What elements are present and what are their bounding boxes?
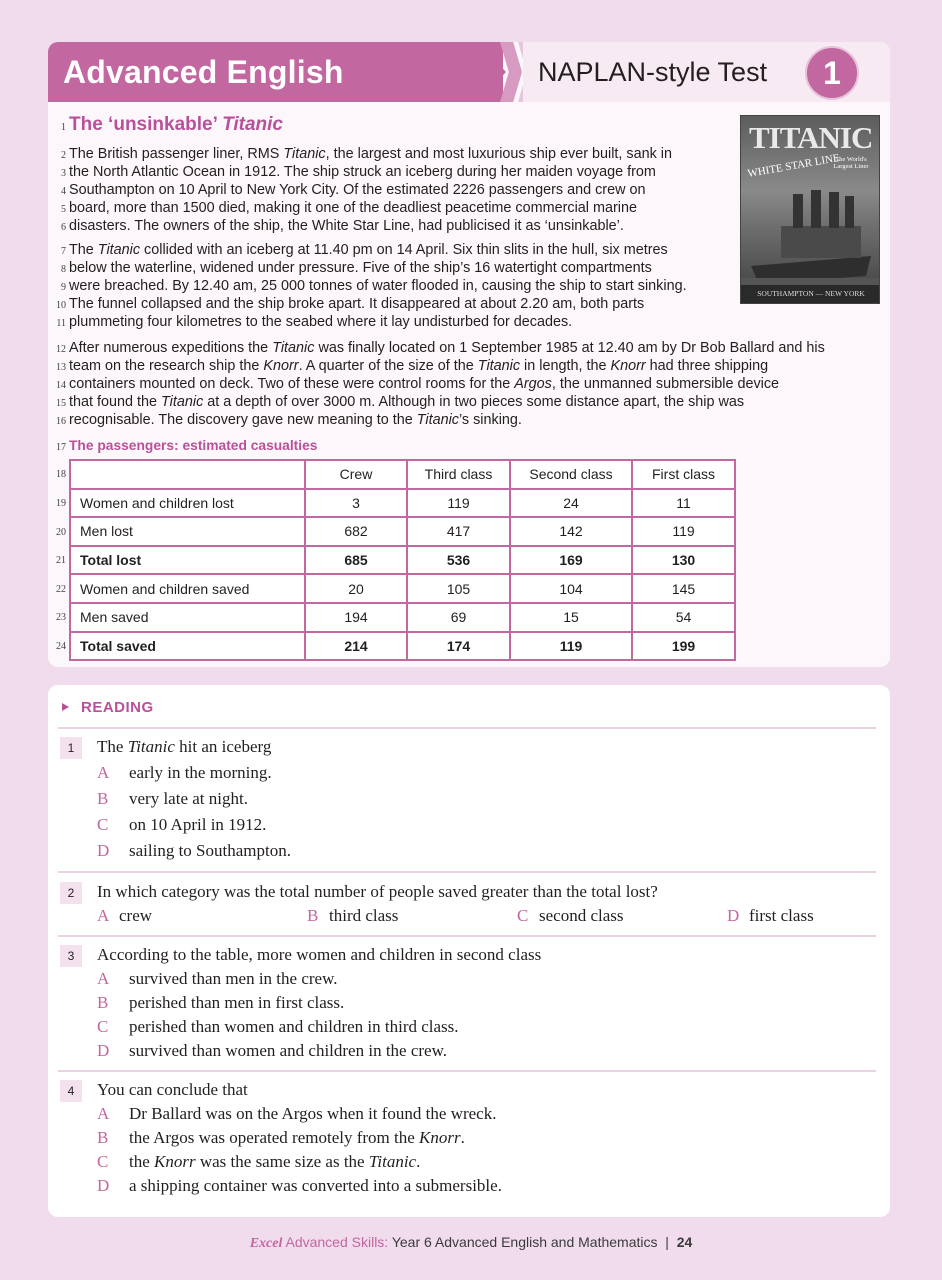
text-segment: had three shipping <box>645 358 769 374</box>
option-text <box>539 904 624 928</box>
line-number: 19 <box>56 498 66 509</box>
row-label: Women and children lost <box>70 489 305 518</box>
line-number: 8 <box>61 264 66 275</box>
ship-illustration <box>741 116 880 304</box>
table-cell: 417 <box>407 517 510 546</box>
line-number: 11 <box>56 318 66 329</box>
text-segment: that found the <box>69 394 162 410</box>
table-cell: 3 <box>305 489 407 518</box>
page-footer <box>0 1234 942 1252</box>
divider <box>58 871 876 873</box>
question-stem <box>97 1078 248 1102</box>
titanic-poster-image <box>740 115 880 304</box>
table-cell: 536 <box>407 546 510 575</box>
italic-text: Knorr <box>154 1152 196 1171</box>
line-number: 6 <box>61 222 66 233</box>
text-segment: third class <box>329 906 399 925</box>
line-number: 24 <box>56 641 66 652</box>
option-text <box>129 1150 420 1174</box>
passage-line-text <box>69 181 646 199</box>
option-text <box>129 1126 465 1150</box>
table-cell: 199 <box>632 632 735 661</box>
text-segment: the <box>129 1152 155 1171</box>
text-segment: The <box>69 242 98 258</box>
text-segment: hit an iceberg <box>174 737 272 756</box>
text-segment: The British passenger liner, RMS <box>69 146 284 162</box>
question-stem <box>97 735 271 759</box>
table-row <box>70 603 735 632</box>
divider <box>58 1070 876 1072</box>
option-text <box>129 1015 459 1039</box>
footer-brand: Excel <box>249 1236 283 1251</box>
line-number: 13 <box>56 362 66 373</box>
poster-tag: WHITE STAR LINE <box>746 151 841 181</box>
passage-line-text <box>69 241 668 259</box>
table-cell: 11 <box>632 489 735 518</box>
text-segment: team on the research ship the <box>69 358 264 374</box>
option-text <box>129 1174 502 1198</box>
text-segment: . <box>416 1152 421 1171</box>
casualties-table <box>69 459 736 661</box>
option-letter: B <box>307 906 319 925</box>
text-segment: in length, the <box>520 358 611 374</box>
italic-text: Knorr <box>419 1128 461 1147</box>
table-cell: 105 <box>407 574 510 603</box>
table-cell: 24 <box>510 489 632 518</box>
option-text <box>329 904 398 928</box>
text-segment: first class <box>749 906 814 925</box>
table-cell: 119 <box>510 632 632 661</box>
option-letter: B <box>97 789 109 808</box>
passage-line-text <box>69 295 644 313</box>
italic-text: Titanic <box>283 146 326 162</box>
question-stem <box>97 943 541 967</box>
table-cell: 214 <box>305 632 407 661</box>
passage-title-text: The ‘unsinkable’ <box>69 114 223 135</box>
row-label: Total saved <box>70 632 305 661</box>
italic-text: Knorr <box>610 358 646 374</box>
text-segment: second class <box>539 906 624 925</box>
table-cell: 119 <box>407 489 510 518</box>
text-segment: was finally located on 1 September 1985 at 12.40 am by Dr Bob Ballard and his <box>314 340 825 356</box>
footer-book-title: Year 6 Advanced English and Mathematics <box>388 1234 658 1250</box>
table-cell: 15 <box>510 603 632 632</box>
text-segment: You can conclude that <box>97 1080 248 1099</box>
text-segment: According to the table, more women and children in second class <box>97 945 542 964</box>
passage-line-text <box>69 411 522 429</box>
italic-text: Titanic <box>127 737 175 756</box>
line-number: 21 <box>56 555 66 567</box>
option-letter: C <box>97 1017 109 1036</box>
row-label: Men lost <box>70 517 305 546</box>
table-cell: 130 <box>632 546 735 575</box>
italic-text: Knorr <box>263 358 299 374</box>
option-letter: C <box>97 815 109 834</box>
passage-line-text <box>69 277 687 295</box>
passage-line-text <box>69 339 825 357</box>
test-label: NAPLAN-style Test <box>538 57 768 87</box>
text-segment: perished than men in first class. <box>129 993 345 1012</box>
italic-text: Titanic <box>477 358 521 374</box>
table-row <box>70 546 735 575</box>
passage-line-text <box>69 217 624 235</box>
text-segment: . A quarter of the size of the <box>298 358 478 374</box>
option-letter: D <box>97 841 110 860</box>
line-number: 22 <box>56 583 66 595</box>
line-number: 15 <box>56 398 66 409</box>
option-text <box>129 813 266 837</box>
poster-bottom-text: SOUTHAMPTON — NEW YORK <box>741 285 880 303</box>
italic-text: Titanic <box>416 412 459 428</box>
divider <box>58 727 876 729</box>
text-segment: In which category was the total number of people saved greater than the total lost? <box>97 882 658 901</box>
table-title: The passengers: estimated casualties <box>69 438 318 453</box>
text-segment: was the same size as the <box>195 1152 369 1171</box>
play-arrow-icon <box>62 703 69 711</box>
divider <box>58 935 876 937</box>
row-label: Men saved <box>70 603 305 632</box>
passage-line-text <box>69 375 779 393</box>
table-row <box>70 517 735 546</box>
line-number: 9 <box>61 282 66 293</box>
table-cell: 174 <box>407 632 510 661</box>
text-segment: board, more than 1500 died, making it one of the deadliest peacetime commercial marine <box>69 200 637 216</box>
option-letter: B <box>97 1128 109 1147</box>
option-text <box>129 839 291 863</box>
line-number: 3 <box>61 168 66 179</box>
table-header-row <box>70 460 735 489</box>
passage-line-text <box>69 145 672 163</box>
option-letter: C <box>97 1152 109 1171</box>
question-number: 1 <box>60 737 82 759</box>
question-number: 2 <box>60 882 82 904</box>
italic-text: Titanic <box>161 394 204 410</box>
line-number: 12 <box>56 344 66 355</box>
line-number: 16 <box>56 416 66 427</box>
text-segment: the Argos was operated remotely from the <box>129 1128 420 1147</box>
option-text <box>129 787 248 811</box>
line-number: 23 <box>56 612 66 624</box>
table-row <box>70 574 735 603</box>
option-letter: A <box>97 763 110 782</box>
poster-title: TITANIC <box>749 120 873 155</box>
text-segment: recognisable. The discovery gave new meaning to the <box>69 412 417 428</box>
line-number: 4 <box>61 186 66 197</box>
table-cell: 169 <box>510 546 632 575</box>
italic-text: Titanic <box>97 242 141 258</box>
table-cell: 54 <box>632 603 735 632</box>
question-number: 3 <box>60 945 82 967</box>
column-header: Third class <box>407 460 510 489</box>
table-cell: 104 <box>510 574 632 603</box>
text-segment: Dr Ballard was on the Argos when it found the wreck. <box>129 1104 497 1123</box>
question-stem <box>97 880 658 904</box>
text-segment: containers mounted on deck. Two of these were control rooms for the <box>69 376 515 392</box>
text-segment: were breached. By 12.40 am, 25 000 tonnes of water flooded in, causing the ship to start sinking. <box>69 278 687 294</box>
table-row <box>70 489 735 518</box>
text-segment: crew <box>119 906 153 925</box>
passage-line-text <box>69 393 744 411</box>
page-header <box>48 42 890 104</box>
option-letter: D <box>97 1041 110 1060</box>
text-segment: The funnel collapsed and the ship broke apart. It disappeared at about 2.20 am, both parts <box>69 296 645 312</box>
text-segment: on 10 April in 1912. <box>129 815 267 834</box>
text-segment: at a depth of over 3000 m. Although in two pieces some distance apart, the ship was <box>203 394 745 410</box>
line-number: 14 <box>56 380 66 391</box>
text-segment: ’s sinking. <box>458 412 522 428</box>
table-row <box>70 632 735 661</box>
passage-title <box>69 114 283 136</box>
option-letter: C <box>517 906 529 925</box>
passage-line-text <box>69 163 656 181</box>
page-number: 24 <box>676 1234 693 1250</box>
header-test-panel <box>523 42 890 102</box>
option-text <box>129 967 338 991</box>
test-number-badge: 1 <box>805 46 859 100</box>
text-segment: early in the morning. <box>129 763 272 782</box>
text-segment: collided with an iceberg at 11.40 pm on 14 April. Six thin slits in the hull, six metres <box>140 242 668 258</box>
poster-subtitle: The World's Largest Liner <box>833 156 869 170</box>
text-segment: a shipping container was converted into a submersible. <box>129 1176 502 1195</box>
table-cell: 682 <box>305 517 407 546</box>
italic-text: Argos <box>514 376 552 392</box>
option-letter: D <box>727 906 740 925</box>
option-text <box>129 1102 496 1126</box>
line-number: 10 <box>56 300 66 311</box>
option-letter: A <box>97 969 110 988</box>
text-segment: The <box>97 737 128 756</box>
text-segment: very late at night. <box>129 789 248 808</box>
text-segment: , the largest and most luxurious ship ever built, sank in <box>325 146 672 162</box>
text-segment: below the waterline, widened under pressure. Five of the ship’s 16 watertight compartments <box>69 260 652 276</box>
line-number: 7 <box>61 246 66 257</box>
line-number: 1 <box>61 122 66 133</box>
question-number: 4 <box>60 1080 82 1102</box>
text-segment: , the unmanned submersible device <box>551 376 780 392</box>
line-number: 2 <box>61 150 66 161</box>
questions-card <box>48 685 890 1217</box>
option-letter: A <box>97 1104 110 1123</box>
option-text <box>119 904 152 928</box>
reading-heading-text: READING <box>81 699 154 716</box>
footer-series: Advanced Skills: <box>282 1234 389 1250</box>
text-segment: After numerous expeditions the <box>69 340 273 356</box>
text-segment: perished than women and children in third class. <box>129 1017 459 1036</box>
passage-line-text <box>69 199 637 217</box>
option-text <box>749 904 814 928</box>
table-cell: 145 <box>632 574 735 603</box>
line-number: 18 <box>56 469 66 480</box>
passage-line-text <box>69 313 572 331</box>
row-label: Total lost <box>70 546 305 575</box>
line-number: 17 <box>56 442 66 453</box>
text-segment: disasters. The owners of the ship, the White Star Line, had publicised it as ‘unsinkable’. <box>69 218 624 234</box>
row-label: Women and children saved <box>70 574 305 603</box>
passage-line-text <box>69 259 652 277</box>
column-header <box>70 460 305 489</box>
line-number: 20 <box>56 526 66 538</box>
italic-text: Titanic <box>272 340 315 356</box>
text-segment: survived than women and children in the crew. <box>129 1041 448 1060</box>
table-cell: 69 <box>407 603 510 632</box>
text-segment: Southampton on 10 April to New York City. Of the estimated 2226 passengers and crew on <box>69 182 646 198</box>
line-number: 5 <box>61 204 66 215</box>
option-letter: B <box>97 993 109 1012</box>
passage-card <box>48 42 890 667</box>
header-chevron <box>478 42 506 102</box>
option-letter: A <box>97 906 110 925</box>
column-header: Crew <box>305 460 407 489</box>
table-cell: 194 <box>305 603 407 632</box>
passage-title-italic: Titanic <box>222 114 283 135</box>
passage-line-text <box>69 357 768 375</box>
italic-text: Titanic <box>368 1152 417 1171</box>
text-segment: the North Atlantic Ocean in 1912. The ship struck an iceberg during her maiden voyage from <box>69 164 656 180</box>
table-cell: 142 <box>510 517 632 546</box>
header-title: Advanced English <box>63 54 344 90</box>
column-header: Second class <box>510 460 632 489</box>
text-segment: sailing to Southampton. <box>129 841 291 860</box>
option-text <box>129 991 344 1015</box>
text-segment: plummeting four kilometres to the seabed where it lay undisturbed for decades. <box>69 314 573 330</box>
option-letter: D <box>97 1176 110 1195</box>
column-header: First class <box>632 460 735 489</box>
reading-heading <box>62 699 154 716</box>
table-cell: 685 <box>305 546 407 575</box>
footer-separator: | <box>665 1234 669 1250</box>
option-text <box>129 761 272 785</box>
text-segment: survived than men in the crew. <box>129 969 338 988</box>
table-cell: 20 <box>305 574 407 603</box>
table-cell: 119 <box>632 517 735 546</box>
text-segment: . <box>460 1128 465 1147</box>
option-text <box>129 1039 447 1063</box>
